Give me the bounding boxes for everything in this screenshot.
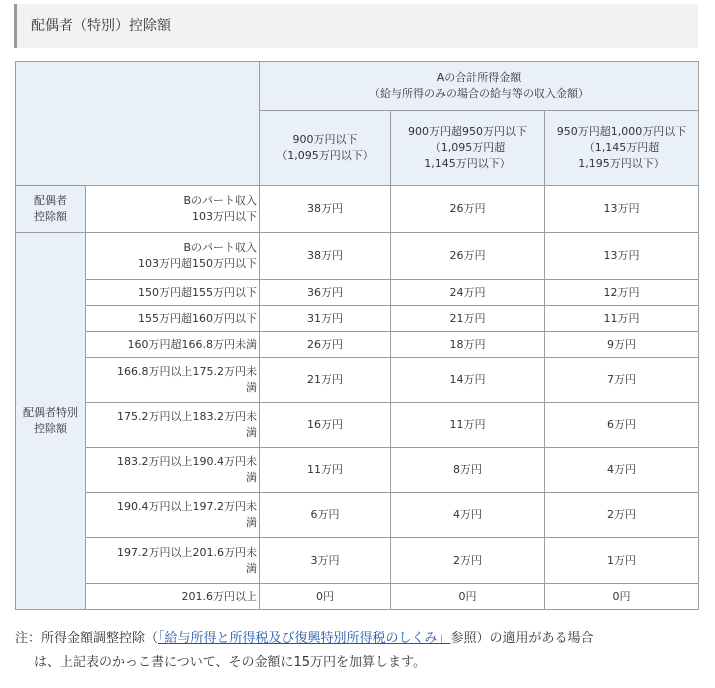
value-cell: 8万円 (391, 448, 545, 493)
footnote-line2: は、上記表のかっこ書について、その金額に15万円を加算します。 (34, 655, 426, 670)
column-header-3: 950万円超1,000万円以下 （1,145万円超 1,195万円以下） (545, 111, 699, 186)
income-range-cell: Bのパート収入 103万円超150万円以下 (86, 233, 260, 280)
footnote-suffix: 参照）の適用がある場合 (450, 631, 594, 646)
table-row (16, 233, 699, 280)
value-cell: 21万円 (260, 358, 391, 403)
footnote (15, 627, 705, 675)
value-cell: 38万円 (260, 186, 391, 233)
spouse-deduction-label: 配偶者 控除額 (16, 186, 86, 233)
table-row (16, 538, 699, 584)
deduction-table (15, 61, 699, 610)
footnote-prefix: 注：所得金額調整控除（ (15, 631, 159, 646)
value-cell: 0円 (260, 584, 391, 610)
header-group (260, 62, 699, 111)
value-cell: 1万円 (545, 538, 699, 584)
income-range-cell: 160万円超166.8万円未満 (86, 332, 260, 358)
value-cell: 4万円 (545, 448, 699, 493)
table-row (16, 186, 699, 233)
header-corner (16, 62, 260, 186)
value-cell: 6万円 (545, 403, 699, 448)
special-spouse-deduction-label: 配偶者特別 控除額 (16, 233, 86, 610)
header-group-subtitle: （給与所得のみの場合の給与等の収入金額） (369, 87, 589, 100)
value-cell: 26万円 (391, 186, 545, 233)
income-range-cell: 190.4万円以上197.2万円未 満 (86, 493, 260, 538)
value-cell: 7万円 (545, 358, 699, 403)
value-cell: 36万円 (260, 280, 391, 306)
table-row (16, 403, 699, 448)
table-row (16, 332, 699, 358)
table-row (16, 448, 699, 493)
value-cell: 38万円 (260, 233, 391, 280)
income-range-cell: 166.8万円以上175.2万円未 満 (86, 358, 260, 403)
income-range-cell: 197.2万円以上201.6万円未 満 (86, 538, 260, 584)
value-cell: 13万円 (545, 233, 699, 280)
value-cell: 14万円 (391, 358, 545, 403)
column-header-2: 900万円超950万円以下 （1,095万円超 1,145万円以下） (391, 111, 545, 186)
table-row (16, 358, 699, 403)
income-range-cell: 155万円超160万円以下 (86, 306, 260, 332)
value-cell: 24万円 (391, 280, 545, 306)
income-range-cell: 175.2万円以上183.2万円未 満 (86, 403, 260, 448)
value-cell: 0円 (545, 584, 699, 610)
table-row (16, 306, 699, 332)
value-cell: 12万円 (545, 280, 699, 306)
value-cell: 13万円 (545, 186, 699, 233)
table-row (16, 584, 699, 610)
value-cell: 18万円 (391, 332, 545, 358)
value-cell: 3万円 (260, 538, 391, 584)
value-cell: 2万円 (391, 538, 545, 584)
value-cell: 26万円 (260, 332, 391, 358)
value-cell: 11万円 (545, 306, 699, 332)
income-range-cell: Bのパート収入 103万円以下 (86, 186, 260, 233)
income-range-cell: 183.2万円以上190.4万円未 満 (86, 448, 260, 493)
table-row (16, 493, 699, 538)
value-cell: 11万円 (260, 448, 391, 493)
section-heading: 配偶者（特別）控除額 (14, 4, 698, 48)
value-cell: 26万円 (391, 233, 545, 280)
value-cell: 16万円 (260, 403, 391, 448)
income-range-cell: 201.6万円以上 (86, 584, 260, 610)
value-cell: 4万円 (391, 493, 545, 538)
value-cell: 21万円 (391, 306, 545, 332)
column-header-1: 900万円以下 （1,095万円以下） (260, 111, 391, 186)
value-cell: 11万円 (391, 403, 545, 448)
table-row (16, 280, 699, 306)
value-cell: 0円 (391, 584, 545, 610)
header-group-title: Aの合計所得金額 (436, 71, 522, 84)
salary-income-tax-link[interactable]: 「給与所得と所得税及び復興特別所得税のしくみ」 (158, 631, 451, 646)
value-cell: 2万円 (545, 493, 699, 538)
value-cell: 31万円 (260, 306, 391, 332)
value-cell: 6万円 (260, 493, 391, 538)
income-range-cell: 150万円超155万円以下 (86, 280, 260, 306)
value-cell: 9万円 (545, 332, 699, 358)
